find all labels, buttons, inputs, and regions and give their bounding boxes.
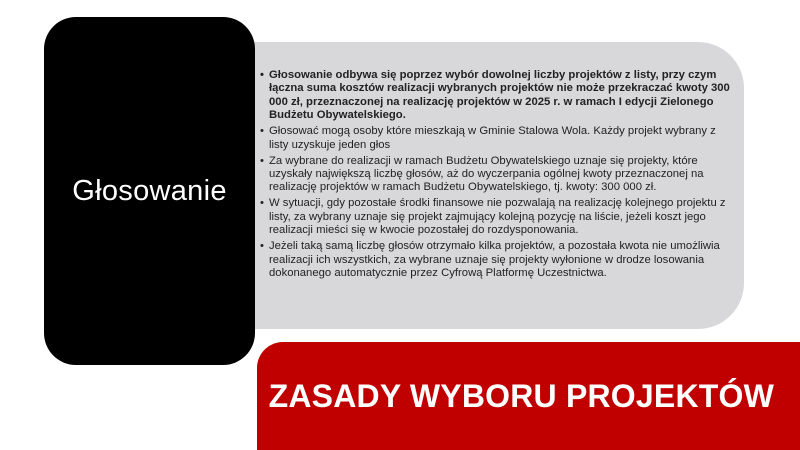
rule-item: • Głosować mogą osoby które mieszkają w Gminie Stalowa Wola. Każdy projekt wybrany z listy uzyskuje jeden głos xyxy=(260,125,732,152)
rule-item: • Za wybrane do realizacji w ramach Budżetu Obywatelskiego uznaje się projekty, które uzyskały największą liczbę głosów, aż do wyczerpania ogólnej kwoty przeznaczonej na realizację projektów w ramach Budżetu Obywatelskiego, tj. kwoty: 300 000 zł. xyxy=(260,155,732,195)
rule-item: • W sytuacji, gdy pozostałe środki finansowe nie pozwalają na realizację kolejnego projektu z listy, za wybrany uznaje się projekt zajmujący kolejną pozycję na liście, jeżeli koszt jego realizacji mieści się w kwocie pozostałej do rozdysponowania. xyxy=(260,197,732,237)
section-title: Głosowanie xyxy=(72,174,227,207)
banner xyxy=(257,342,800,450)
rule-item: • Jeżeli taką samą liczbę głosów otrzymało kilka projektów, a pozostała kwota nie umożliwia realizacji ich wszystkich, za wybrane uznaje się projekty wyłonione w drodze losowania dokonanego automatycznie przez Cyfrową Platformę Uczestnictwa. xyxy=(260,240,732,280)
rules-list xyxy=(260,69,732,283)
banner-title: ZASADY WYBORU PROJEKTÓW xyxy=(268,377,774,414)
rule-item: • Głosowanie odbywa się poprzez wybór dowolnej liczby projektów z listy, przy czym łączna suma kosztów realizacji wybranych projektów nie może przekraczać kwoty 300 000 zł, przeznaczonej na realizację projektów w 2025 r. w ramach I edycji Zielonego Budżetu Obywatelskiego. xyxy=(260,69,732,123)
section-title-box xyxy=(44,17,255,365)
